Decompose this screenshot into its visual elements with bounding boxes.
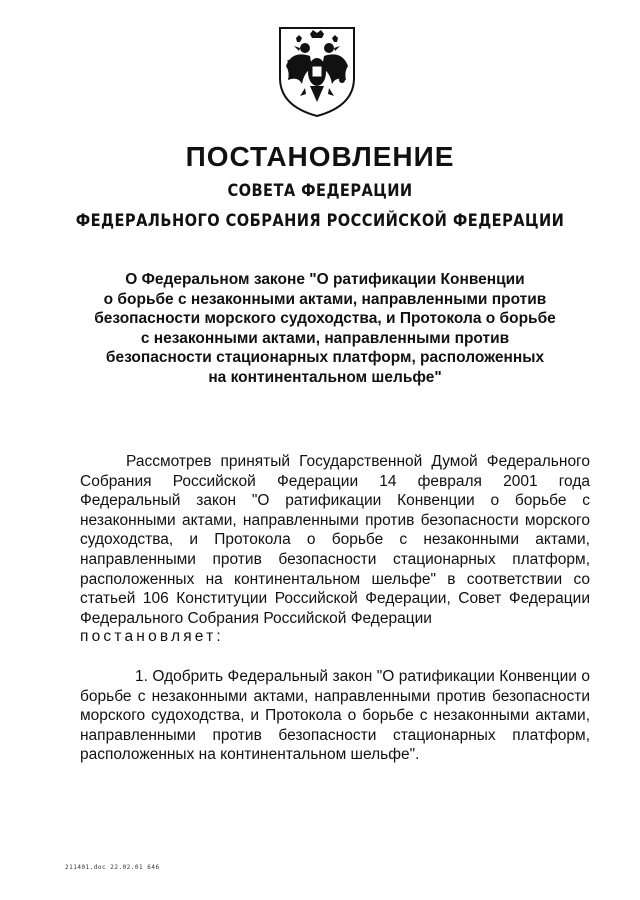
subject-line: безопасности стационарных платформ, расположенных — [105, 349, 545, 366]
issuer-line-2: ФЕДЕРАЛЬНОГО СОБРАНИЯ РОССИЙСКОЙ ФЕДЕРАЦИИ — [75, 211, 565, 231]
subject-line: безопасности морского судоходства, и Протокола о борьбе — [94, 310, 556, 327]
subject-line: О Федеральном законе "О ратификации Конвенции — [125, 271, 525, 288]
document-subject — [80, 270, 570, 387]
subject-line: с незаконными актами, направленными против — [140, 329, 510, 347]
document-title: ПОСТАНОВЛЕНИЕ — [185, 141, 455, 172]
resolves-keyword: постановляет: — [80, 628, 224, 645]
resolution-item-1: 1. Одобрить Федеральный закон "О ратификации Конвенции о борьбе с незаконными актами, направленными против безопасности морского судоходства, и Протокола о борьбе с незаконными актами, направленными против безопасности стационарных платформ, расположенных на континентальном шельфе". — [80, 668, 590, 764]
document-code-footer: 211401.doc 22.02.01 646 — [65, 864, 160, 871]
issuer-line-1: СОВЕТА ФЕДЕРАЦИИ — [227, 181, 413, 201]
subject-line: о борьбе с незаконными актами, направленными против — [103, 290, 547, 308]
russian-coat-of-arms-icon — [272, 20, 362, 120]
subject-line: на континентальном шельфе" — [208, 368, 442, 386]
preamble-paragraph: Рассмотрев принятый Государственной Думой Федерального Собрания Российской Федерации 14 февраля 2001 года Федеральный закон "О ратификации Конвенции о борьбе с незаконными актами, направленными против безопасности морского судоходства, и Протокола о борьбе с незаконными актами, направленными против безопасности стационарных платформ, расположенных на континентальном шельфе" в соответствии со статьей 106 Конституции Российской Федерации, Совет Федерации Федерального Собрания Российской Федерации — [80, 453, 590, 627]
